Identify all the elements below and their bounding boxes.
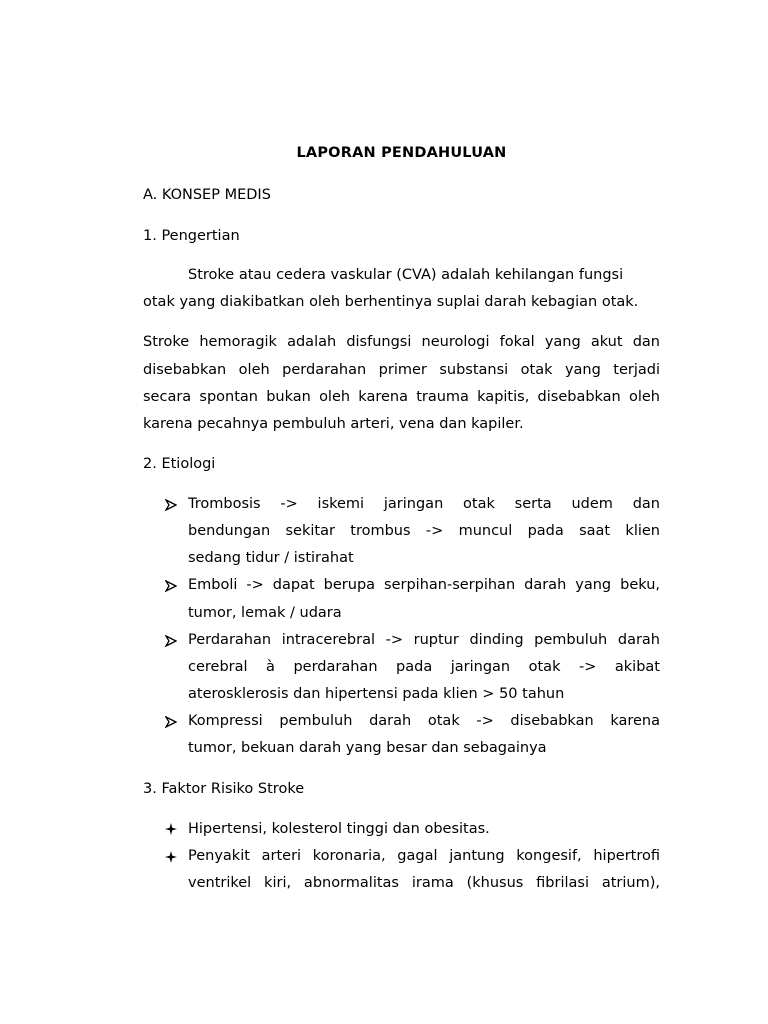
pengertian-para1-line1: Stroke atau cedera vaskular (CVA) adalah kehilangan fungsi xyxy=(188,267,624,283)
arrowhead-bullet-icon xyxy=(165,499,177,511)
document-title: LAPORAN PENDAHULUAN xyxy=(296,145,507,161)
diamond-bullet-icon xyxy=(165,851,177,863)
etiologi-item-3-line1: Perdarahan intracerebral -> ruptur dinding pembuluh darah xyxy=(188,632,660,648)
heading-etiologi: 2. Etiologi xyxy=(143,456,216,472)
arrowhead-bullet-icon xyxy=(165,580,177,592)
etiologi-item-1-line3: sedang tidur / istirahat xyxy=(188,550,354,566)
etiologi-item-4-line1: Kompressi pembuluh darah otak -> disebabkan karena xyxy=(188,713,660,729)
pengertian-para1-line2: otak yang diakibatkan oleh berhentinya suplai darah kebagian otak. xyxy=(143,294,639,310)
pengertian-para2-line4: karena pecahnya pembuluh arteri, vena dan kapiler. xyxy=(143,416,524,432)
diamond-bullet-icon xyxy=(165,823,177,835)
etiologi-item-1-line2: bendungan sekitar trombus -> muncul pada saat klien xyxy=(188,523,660,539)
pengertian-para2-line2: disebabkan oleh perdarahan primer substansi otak yang terjadi xyxy=(143,362,660,378)
faktor-item-2-line1: Penyakit arteri koronaria, gagal jantung kongesif, hipertrofi xyxy=(188,848,660,864)
heading-pengertian: 1. Pengertian xyxy=(143,228,240,244)
etiologi-item-3-line3: aterosklerosis dan hipertensi pada klien > 50 tahun xyxy=(188,686,565,702)
pengertian-para2-line1: Stroke hemoragik adalah disfungsi neurologi fokal yang akut dan xyxy=(143,334,660,350)
arrowhead-bullet-icon xyxy=(165,635,177,647)
etiologi-item-2-line1: Emboli -> dapat berupa serpihan-serpihan darah yang beku, xyxy=(188,577,660,593)
heading-faktor-risiko: 3. Faktor Risiko Stroke xyxy=(143,781,305,797)
faktor-item-1-line1: Hipertensi, kolesterol tinggi dan obesitas. xyxy=(188,821,490,837)
pengertian-para2-line3: secara spontan bukan oleh karena trauma kapitis, disebabkan oleh xyxy=(143,389,660,405)
etiologi-item-2-line2: tumor, lemak / udara xyxy=(188,605,342,621)
etiologi-item-4-line2: tumor, bekuan darah yang besar dan sebagainya xyxy=(188,740,547,756)
etiologi-item-3-line2: cerebral à perdarahan pada jaringan otak -> akibat xyxy=(188,659,660,675)
section-heading-konsep-medis: A. KONSEP MEDIS xyxy=(143,187,271,203)
etiologi-item-1-line1: Trombosis -> iskemi jaringan otak serta udem dan xyxy=(188,496,660,512)
faktor-item-2-line2: ventrikel kiri, abnormalitas irama (khusus fibrilasi atrium), xyxy=(188,875,660,891)
arrowhead-bullet-icon xyxy=(165,716,177,728)
